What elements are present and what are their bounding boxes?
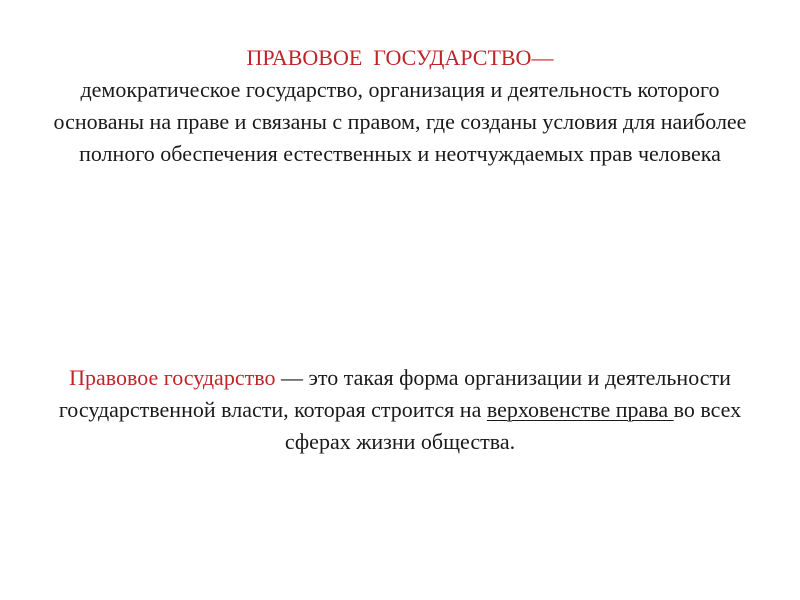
definition-block-1 — [40, 42, 760, 170]
definition-2-tail: во всех сферах жизни общества. — [284, 397, 742, 454]
definition-block-2 — [40, 362, 760, 458]
definition-1-term: ПРАВОВОЕ ГОСУДАРСТВО— — [246, 45, 554, 70]
definition-2-underlined-phrase: верховенстве права — [486, 397, 674, 422]
definition-1-text: демократическое государство, организация и деятельность которого основаны на праве и связаны с правом, где созданы условия для наиболее полного обеспечения естественных и неотчуждаемых прав человека — [53, 77, 747, 166]
definition-2-term: Правовое государство — [69, 365, 276, 390]
definition-2-text: — это такая форма организации и деятельности государственной власти, которая строится на — [58, 365, 731, 422]
